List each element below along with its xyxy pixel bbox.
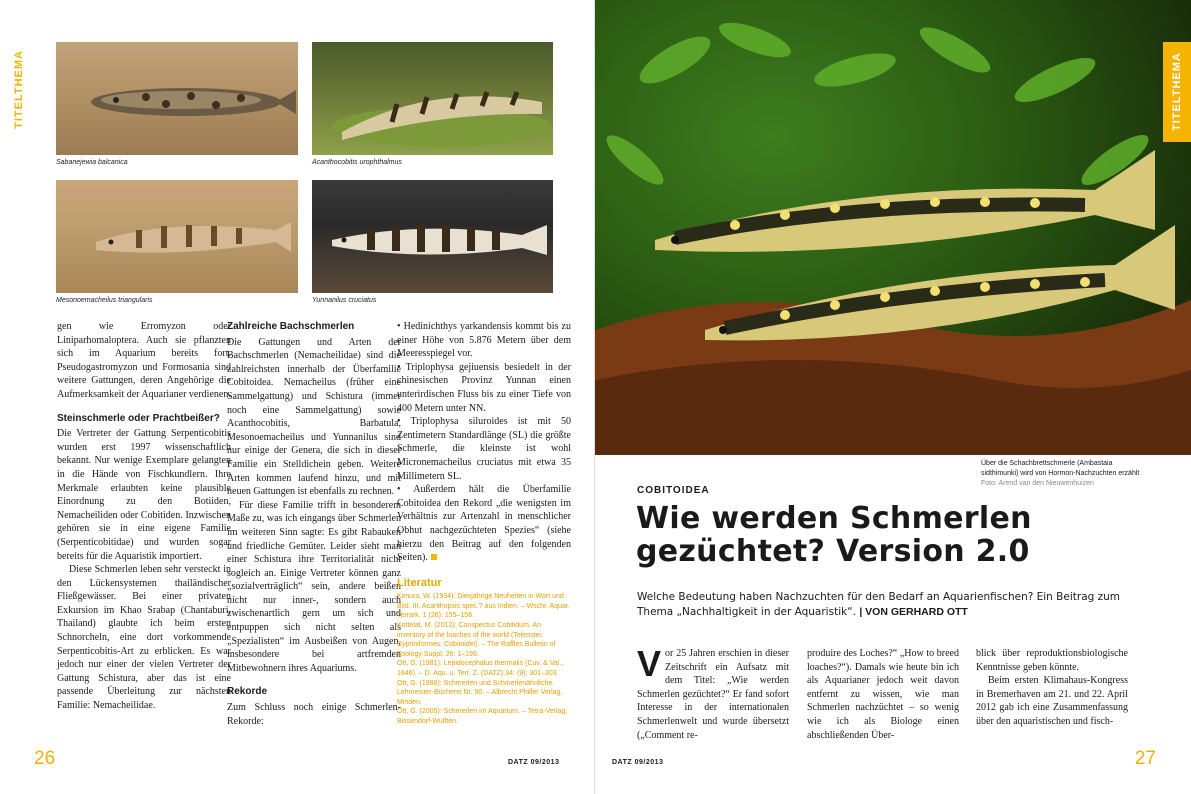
literature-entry: Kottelat, M. (2012): Conspectus Cobitidum. An inventory of the loaches of the world (Teleostei: Cypriniformes: Cobitoidei). – The Raffles Bulletin of Zoology Suppl. 26: 1–199. xyxy=(397,622,556,658)
end-mark xyxy=(431,554,437,560)
fish-illustration xyxy=(312,180,553,293)
page-number: 26 xyxy=(34,748,56,769)
headline: Wie werden Schmerlen gezüchtet? Version 2.0 xyxy=(636,501,1032,569)
caption-3: Mesonoemacheilus triangularis xyxy=(56,297,153,304)
literature-entry: Ott, G. (2005): Schmerlen im Aquarium. – Tetra-Verlag, Bissendorf-Wulften. xyxy=(397,708,568,725)
subheading: Rekorde xyxy=(227,686,268,698)
left-page xyxy=(0,0,595,794)
paragraph: Diese Schmerlen leben sehr versteckt in den Lückensystemen thailändischer Fließgewässer. Bei einer privaten Exkursion im Khao Srabap (Chantaburi, Thailand) glaubte ich beim ersten Schnorcheln, eine dort vorkommende Serpenticobitis-Art zu erblicken. Es war jedoch nur einer der vielen Vertreter der Gattung Schistura, aber das ist eine passende Überleitung zur nächsten Familie: Nemacheilidae. xyxy=(57,564,231,712)
photo-sabanejewia xyxy=(56,42,298,155)
photo-acanthocobitis xyxy=(312,42,553,155)
right-page xyxy=(595,0,1191,794)
paragraph: Die Vertreter der Gattung Serpenticobitis wurden erst 1997 wissenschaftlich bekannt. Nur wenige Exemplare gelangten in die Hände von Fischkundlern. Ihre Merkmale erlaubten keine plausible Einordnung zu den Botiiden, Nemacheiliden oder Cobitiden. Inzwischen gehören sie in eine eigene Familie (Serpenticobitidae) und wurden sogar bereits für die Aquaristik importiert. xyxy=(57,428,231,562)
image-caption: Über die Schachbrettschmerle (Ambastaia sidthimunki) wird von Hormon-Nachzuchten erzählt Foto: Arend van den Nieuwenhuizen xyxy=(981,460,1140,487)
section-tab: TITELTHEMA xyxy=(1163,42,1191,142)
byline: | VON GERHARD OTT xyxy=(859,606,968,618)
drop-cap: V xyxy=(637,643,662,684)
paragraph: Für diese Familie trifft in besonderem Maße zu, was ich eingangs über Schmerlen im weiteren Sinn sagte: Es gibt Rabauken und friedliche Gemüter. Leider sieht man einer Schistura ihre Territorialität nicht sogleich an. Einige Vertreter können ganz „sozialverträglich“ sein, andere beißen nicht nur inner-, sondern auch zwischenartlich gern um sich und entpuppen sich nicht selten als „Spezialisten“ im Ausbeißen von Augen, insbesondere bei artfremden Mitbewohnern ihres Aquariums. xyxy=(227,499,401,674)
caption-1: Sabanejewia balcanica xyxy=(56,159,128,166)
article-column-2: produire des Loches?“ „How to breed loaches?“). Damals wie heute bin ich als Aquarianer jedoch weit davon entfernt zu wissen, wie man Schmerlen nachzüchtet – so wenig wie ich als Biologe einen abschließenden Über- xyxy=(807,648,959,741)
paragraph: Zum Schluss noch einige Schmerlen-Rekorde: xyxy=(227,702,401,727)
caption-2: Acanthocobitis urophthalmus xyxy=(312,159,402,166)
fish-illustration xyxy=(56,180,298,293)
literature-heading: Literatur xyxy=(397,576,442,589)
article-column-1: Vor 25 Jahren erschien in dieser Zeitschrift ein Aufsatz mit dem Titel: „Wie werden Schmerlen gezüchtet?“ Er fand sofort Interesse in der internationalen Schmerlenwelt und wurde übersetzt („Comment re- xyxy=(637,643,789,741)
article-column-3 xyxy=(976,647,1128,729)
literature-entry: Kimura, W. (1934): Diesjährige Neuheiten in Wort und Bild. III. Acanthopsis spec.? aus Indien. – Wschr. Aquar. Terrark. 1 (26): 155–156. xyxy=(397,593,570,620)
record-item: • Triplophysa siluroides ist mit 50 Zentimetern Standardlänge (SL) die größte Schmerle, die kleinste ist wohl Micronemacheilus cruciatus mit etwa 35 Millimetern SL. xyxy=(397,416,571,482)
text-column-1 xyxy=(57,320,231,713)
literature-list xyxy=(397,592,571,726)
literature-entry: Ott, G. (1981): Lepidocephalus thermalis (Cuv. & Val., 1846). – D. Aqu. u. Terr. Z. (DATZ) 34: (9): 301–303. xyxy=(397,660,564,678)
section-tab: TITELTHEMA xyxy=(13,50,25,129)
caption-4: Yunnanilus cruciatus xyxy=(312,297,377,304)
loach-illustration xyxy=(595,0,1191,455)
footer: DATZ 09/2013 xyxy=(508,759,560,766)
footer: DATZ 09/2013 xyxy=(612,759,664,766)
hero-photo xyxy=(595,0,1191,455)
subheading: Zahlreiche Bachschmerlen xyxy=(227,321,355,332)
kicker: COBITOIDEA xyxy=(637,485,710,496)
lead-paragraph: Welche Bedeutung haben Nachzuchten für den Bedarf an Aquarienfischen? Ein Beitrag zum Thema „Nachhaltigkeit in der Aquaristik“. | VON GERHARD OTT xyxy=(637,591,1121,618)
fish-illustration xyxy=(312,42,553,155)
page-number: 27 xyxy=(1134,748,1156,769)
fish-illustration xyxy=(56,42,298,155)
paragraph: gen wie Erromyzon oder Liniparhomaloptera. Auch sie pflanzten sich im Aquarium bereits fort. Pseudogastromyzon und Formosania sind weitere Gattungen, deren Angehörige die Aufmerksamkeit der Aquarianer verdienen. xyxy=(57,321,231,400)
text-column-3 xyxy=(397,320,571,727)
photo-yunnanilus xyxy=(312,180,553,293)
record-item: • Triplophysa gejiuensis besiedelt in der chinesischen Provinz Yunnan einen unterirdischen Fluss bis zu einer Tiefe von 400 Metern unter NN. xyxy=(397,361,571,414)
record-item: • Außerdem hält die Überfamilie Cobitoidea den Rekord „die wenigsten im Verhältnis zur Artenzahl in menschlicher Obhut nachgezüchteten Spezies“ (siehe hierzu den Beitrag auf den folgenden Seiten). xyxy=(397,484,571,564)
record-item: • Hedinichthys yarkandensis kommt bis zu einer Höhe von 5.876 Metern über dem Meeresspiegel vor. xyxy=(397,321,571,360)
subheading: Steinschmerle oder Prachtbeißer? xyxy=(57,412,220,424)
paragraph: Die Gattungen und Arten der Bachschmerlen (Nemacheilidae) sind die zahlreichsten innerhalb der Überfamilie Cobitoidea. Nemacheilus (früher eine Sammelgattung) und Schistura (immer noch eine Sammelgattung) sowie Acanthocobitis, Barbatula, Mesonoemacheilus und Yunnanilus sind nur einige der Genera, die sich in dieser Familie ein Stelldichein geben. Weitere Arten kommen laufend hinzu, und mit neuen Gattungen ist ebenfalls zu rechnen. xyxy=(227,336,401,498)
photo-mesonoemacheilus xyxy=(56,180,298,293)
paragraph: Beim ersten Klimahaus-Kongress in Bremerhaven am 21. und 22. April 2012 gab ich eine Zusammenfassung über den aquaristischen und fisch- xyxy=(976,675,1128,727)
photo-credit: Foto: Arend van den Nieuwenhuizen xyxy=(981,480,1094,487)
paragraph: blick über reproduktionsbiologische Kenntnisse geben könnte. xyxy=(976,648,1128,673)
text-column-2 xyxy=(227,320,401,728)
literature-entry: Ott, G. (1988): Schmerlen und Schmerlenähnliche. Lehmeister-Bücherei Nr. 90. – Albrecht Philler Verlag, Minden. xyxy=(397,679,563,706)
